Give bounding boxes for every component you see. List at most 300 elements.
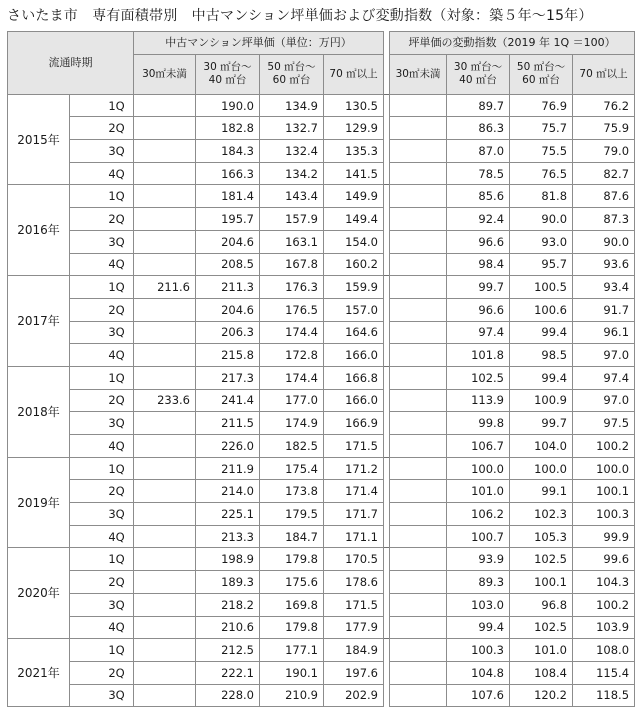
index-cell: 113.9 xyxy=(447,389,510,412)
price-cell: 143.4 xyxy=(260,185,324,208)
index-cell: 93.9 xyxy=(447,548,510,571)
price-cell: 174.9 xyxy=(260,412,324,435)
price-cell: 190.0 xyxy=(196,94,260,117)
price-cell: 211.3 xyxy=(196,276,260,299)
price-cell xyxy=(134,117,196,140)
col-label-line2: 60 ㎡台 xyxy=(522,74,560,87)
quarter-cell: 2Q xyxy=(70,571,134,594)
index-cell: 99.4 xyxy=(447,616,510,639)
index-cell: 87.0 xyxy=(447,140,510,163)
quarter-cell: 4Q xyxy=(70,344,134,367)
price-cell: 166.0 xyxy=(324,389,384,412)
table-row xyxy=(8,185,635,208)
quarter-cell: 2Q xyxy=(70,480,134,503)
price-cell: 171.5 xyxy=(324,593,384,616)
index-cell: 75.7 xyxy=(510,117,573,140)
index-cell: 100.0 xyxy=(573,457,635,480)
price-cell: 210.6 xyxy=(196,616,260,639)
price-cell: 190.1 xyxy=(260,661,324,684)
table-row xyxy=(8,435,635,458)
index-col-70plus: 70 ㎡以上 xyxy=(573,54,635,94)
price-cell: 212.5 xyxy=(196,639,260,662)
table-row xyxy=(8,230,635,253)
index-group-header: 坪単価の変動指数（2019 年 1Q ＝100） xyxy=(390,32,635,55)
index-cell: 75.9 xyxy=(573,117,635,140)
quarter-cell: 1Q xyxy=(70,366,134,389)
price-cell: 167.8 xyxy=(260,253,324,276)
index-cell: 96.6 xyxy=(447,298,510,321)
price-cell: 174.4 xyxy=(260,321,324,344)
price-cell xyxy=(134,344,196,367)
quarter-cell: 2Q xyxy=(70,208,134,231)
index-cell: 76.5 xyxy=(510,162,573,185)
index-cell: 93.6 xyxy=(573,253,635,276)
price-cell: 163.1 xyxy=(260,230,324,253)
price-cell: 204.6 xyxy=(196,230,260,253)
price-cell: 132.7 xyxy=(260,117,324,140)
price-cell: 241.4 xyxy=(196,389,260,412)
index-cell xyxy=(390,548,447,571)
index-cell: 100.2 xyxy=(573,435,635,458)
year-cell: 2018年 xyxy=(8,366,70,457)
table-row xyxy=(8,661,635,684)
index-cell: 98.5 xyxy=(510,344,573,367)
index-cell: 102.3 xyxy=(510,503,573,526)
price-col-50-60 xyxy=(260,54,324,94)
price-cell: 130.5 xyxy=(324,94,384,117)
index-cell: 100.5 xyxy=(510,276,573,299)
index-cell: 102.5 xyxy=(510,616,573,639)
table-row xyxy=(8,457,635,480)
quarter-cell: 2Q xyxy=(70,389,134,412)
index-cell: 75.5 xyxy=(510,140,573,163)
index-cell xyxy=(390,457,447,480)
price-cell: 170.5 xyxy=(324,548,384,571)
price-cell: 157.9 xyxy=(260,208,324,231)
price-cell xyxy=(134,571,196,594)
index-cell xyxy=(390,503,447,526)
index-cell: 102.5 xyxy=(447,366,510,389)
col-label-line2: 40 ㎡台 xyxy=(459,74,497,87)
quarter-cell: 2Q xyxy=(70,661,134,684)
price-cell: 160.2 xyxy=(324,253,384,276)
price-cell: 141.5 xyxy=(324,162,384,185)
quarter-cell: 4Q xyxy=(70,253,134,276)
price-cell: 202.9 xyxy=(324,684,384,707)
table-row xyxy=(8,548,635,571)
price-index-table xyxy=(7,31,635,707)
price-cell: 171.1 xyxy=(324,525,384,548)
index-col-under30: 30㎡未満 xyxy=(390,54,447,94)
table-row xyxy=(8,412,635,435)
quarter-cell: 3Q xyxy=(70,321,134,344)
index-cell: 93.4 xyxy=(573,276,635,299)
index-cell: 104.8 xyxy=(447,661,510,684)
index-cell xyxy=(390,276,447,299)
index-cell: 76.9 xyxy=(510,94,573,117)
price-cell: 179.5 xyxy=(260,503,324,526)
price-cell xyxy=(134,684,196,707)
price-cell: 184.9 xyxy=(324,639,384,662)
price-cell: 184.7 xyxy=(260,525,324,548)
price-cell: 175.4 xyxy=(260,457,324,480)
quarter-cell: 1Q xyxy=(70,276,134,299)
index-cell xyxy=(390,117,447,140)
index-cell xyxy=(390,525,447,548)
index-cell xyxy=(390,661,447,684)
col-label-line2: 60 ㎡台 xyxy=(272,74,311,87)
index-cell: 96.1 xyxy=(573,321,635,344)
index-cell: 99.1 xyxy=(510,480,573,503)
index-cell: 98.4 xyxy=(447,253,510,276)
price-cell xyxy=(134,457,196,480)
price-cell: 226.0 xyxy=(196,435,260,458)
price-cell: 135.3 xyxy=(324,140,384,163)
index-cell: 101.0 xyxy=(510,639,573,662)
price-cell xyxy=(134,185,196,208)
index-cell: 99.4 xyxy=(510,366,573,389)
price-cell: 172.8 xyxy=(260,344,324,367)
index-cell xyxy=(390,208,447,231)
index-cell xyxy=(390,253,447,276)
index-cell xyxy=(390,366,447,389)
index-cell: 87.6 xyxy=(573,185,635,208)
price-cell: 177.9 xyxy=(324,616,384,639)
index-cell: 89.3 xyxy=(447,571,510,594)
price-cell: 177.0 xyxy=(260,389,324,412)
price-cell xyxy=(134,480,196,503)
index-cell: 97.4 xyxy=(447,321,510,344)
price-cell xyxy=(134,548,196,571)
index-cell: 93.0 xyxy=(510,230,573,253)
index-cell: 82.7 xyxy=(573,162,635,185)
index-cell: 92.4 xyxy=(447,208,510,231)
quarter-cell: 1Q xyxy=(70,639,134,662)
price-cell: 174.4 xyxy=(260,366,324,389)
price-cell xyxy=(134,435,196,458)
index-cell: 100.3 xyxy=(447,639,510,662)
index-cell xyxy=(390,616,447,639)
index-cell: 78.5 xyxy=(447,162,510,185)
index-cell: 99.6 xyxy=(573,548,635,571)
quarter-cell: 3Q xyxy=(70,140,134,163)
index-cell: 90.0 xyxy=(510,208,573,231)
index-cell: 90.0 xyxy=(573,230,635,253)
price-cell xyxy=(134,162,196,185)
index-cell: 100.1 xyxy=(510,571,573,594)
year-cell: 2015年 xyxy=(8,94,70,185)
index-cell: 105.3 xyxy=(510,525,573,548)
index-cell: 103.9 xyxy=(573,616,635,639)
price-cell: 159.9 xyxy=(324,276,384,299)
table-row xyxy=(8,276,635,299)
price-cell: 211.5 xyxy=(196,412,260,435)
quarter-cell: 4Q xyxy=(70,162,134,185)
price-cell: 197.6 xyxy=(324,661,384,684)
price-cell: 179.8 xyxy=(260,548,324,571)
table-row xyxy=(8,253,635,276)
index-cell: 91.7 xyxy=(573,298,635,321)
index-cell: 99.9 xyxy=(573,525,635,548)
index-cell: 108.0 xyxy=(573,639,635,662)
index-cell: 100.6 xyxy=(510,298,573,321)
col-label-line1: 50 ㎡台～ xyxy=(267,61,316,74)
index-cell xyxy=(390,435,447,458)
index-cell: 106.2 xyxy=(447,503,510,526)
price-cell xyxy=(134,639,196,662)
table-row xyxy=(8,94,635,117)
index-cell: 97.0 xyxy=(573,344,635,367)
price-cell: 225.1 xyxy=(196,503,260,526)
index-cell xyxy=(390,571,447,594)
index-cell: 76.2 xyxy=(573,94,635,117)
table-body xyxy=(8,94,635,707)
quarter-cell: 4Q xyxy=(70,616,134,639)
col-label-line1: 30 ㎡台～ xyxy=(453,61,503,74)
index-cell: 102.5 xyxy=(510,548,573,571)
price-cell: 173.8 xyxy=(260,480,324,503)
year-cell: 2019年 xyxy=(8,457,70,548)
index-cell: 108.4 xyxy=(510,661,573,684)
price-cell: 195.7 xyxy=(196,208,260,231)
price-col-under30: 30㎡未満 xyxy=(134,54,196,94)
price-cell: 189.3 xyxy=(196,571,260,594)
index-cell: 100.0 xyxy=(447,457,510,480)
price-cell: 166.8 xyxy=(324,366,384,389)
index-cell: 89.7 xyxy=(447,94,510,117)
index-cell: 120.2 xyxy=(510,684,573,707)
price-cell: 175.6 xyxy=(260,571,324,594)
quarter-cell: 1Q xyxy=(70,94,134,117)
index-cell: 100.3 xyxy=(573,503,635,526)
table-row xyxy=(8,639,635,662)
index-cell: 100.2 xyxy=(573,593,635,616)
table-row xyxy=(8,684,635,707)
price-cell: 171.5 xyxy=(324,435,384,458)
price-cell: 134.9 xyxy=(260,94,324,117)
index-cell: 101.8 xyxy=(447,344,510,367)
price-group-header: 中古マンション坪単価（単位：万円） xyxy=(134,32,384,55)
index-cell: 100.9 xyxy=(510,389,573,412)
price-cell: 171.4 xyxy=(324,480,384,503)
quarter-cell: 3Q xyxy=(70,503,134,526)
price-cell xyxy=(134,208,196,231)
quarter-cell: 1Q xyxy=(70,548,134,571)
index-cell xyxy=(390,162,447,185)
index-cell: 107.6 xyxy=(447,684,510,707)
index-cell: 95.7 xyxy=(510,253,573,276)
price-cell: 171.7 xyxy=(324,503,384,526)
data-table-container xyxy=(7,31,634,707)
price-cell: 222.1 xyxy=(196,661,260,684)
price-cell: 154.0 xyxy=(324,230,384,253)
price-cell: 176.5 xyxy=(260,298,324,321)
table-title: さいたま市 専有面積帯別 中古マンション坪単価および変動指数（対象：築５年～15年） xyxy=(7,8,593,24)
index-cell: 97.0 xyxy=(573,389,635,412)
index-cell: 97.4 xyxy=(573,366,635,389)
table-header xyxy=(8,32,635,95)
price-cell: 204.6 xyxy=(196,298,260,321)
table-row xyxy=(8,117,635,140)
price-col-70plus: 70 ㎡以上 xyxy=(324,54,384,94)
price-cell: 149.4 xyxy=(324,208,384,231)
index-cell xyxy=(390,140,447,163)
price-cell: 164.6 xyxy=(324,321,384,344)
period-header: 流通時期 xyxy=(8,32,134,95)
price-cell xyxy=(134,366,196,389)
index-cell xyxy=(390,389,447,412)
col-label-line1: 30 ㎡台～ xyxy=(203,61,252,74)
index-cell: 104.3 xyxy=(573,571,635,594)
index-cell xyxy=(390,94,447,117)
index-cell: 103.0 xyxy=(447,593,510,616)
year-cell: 2016年 xyxy=(8,185,70,276)
table-row xyxy=(8,321,635,344)
price-cell: 206.3 xyxy=(196,321,260,344)
index-cell xyxy=(390,344,447,367)
price-cell: 217.3 xyxy=(196,366,260,389)
price-cell: 149.9 xyxy=(324,185,384,208)
index-cell xyxy=(390,298,447,321)
price-cell: 134.2 xyxy=(260,162,324,185)
price-cell: 166.3 xyxy=(196,162,260,185)
year-cell: 2020年 xyxy=(8,548,70,639)
col-label-line1: 50 ㎡台～ xyxy=(516,61,566,74)
index-cell: 99.4 xyxy=(510,321,573,344)
price-col-30-40 xyxy=(196,54,260,94)
index-cell: 115.4 xyxy=(573,661,635,684)
price-cell: 169.8 xyxy=(260,593,324,616)
index-cell: 99.8 xyxy=(447,412,510,435)
table-row xyxy=(8,344,635,367)
table-row xyxy=(8,571,635,594)
price-cell xyxy=(134,230,196,253)
quarter-cell: 4Q xyxy=(70,435,134,458)
price-cell: 184.3 xyxy=(196,140,260,163)
index-cell: 99.7 xyxy=(447,276,510,299)
table-row xyxy=(8,298,635,321)
index-col-50-60 xyxy=(510,54,573,94)
index-cell: 99.7 xyxy=(510,412,573,435)
table-row xyxy=(8,503,635,526)
price-cell xyxy=(134,412,196,435)
price-cell: 171.2 xyxy=(324,457,384,480)
index-cell xyxy=(390,593,447,616)
quarter-cell: 1Q xyxy=(70,457,134,480)
index-cell xyxy=(390,639,447,662)
table-row xyxy=(8,616,635,639)
price-cell: 233.6 xyxy=(134,389,196,412)
quarter-cell: 4Q xyxy=(70,525,134,548)
price-cell: 218.2 xyxy=(196,593,260,616)
index-cell: 87.3 xyxy=(573,208,635,231)
index-cell: 106.7 xyxy=(447,435,510,458)
col-label-line2: 40 ㎡台 xyxy=(208,74,247,87)
price-cell xyxy=(134,298,196,321)
index-cell: 100.1 xyxy=(573,480,635,503)
price-cell: 211.9 xyxy=(196,457,260,480)
price-cell: 132.4 xyxy=(260,140,324,163)
price-cell: 198.9 xyxy=(196,548,260,571)
index-cell: 86.3 xyxy=(447,117,510,140)
price-cell: 228.0 xyxy=(196,684,260,707)
price-cell: 177.1 xyxy=(260,639,324,662)
table-row xyxy=(8,366,635,389)
quarter-cell: 3Q xyxy=(70,412,134,435)
price-cell: 176.3 xyxy=(260,276,324,299)
index-cell: 81.8 xyxy=(510,185,573,208)
price-cell xyxy=(134,140,196,163)
quarter-cell: 2Q xyxy=(70,117,134,140)
price-cell: 166.0 xyxy=(324,344,384,367)
index-cell: 100.7 xyxy=(447,525,510,548)
index-cell: 79.0 xyxy=(573,140,635,163)
index-cell xyxy=(390,684,447,707)
price-cell: 215.8 xyxy=(196,344,260,367)
quarter-cell: 3Q xyxy=(70,230,134,253)
table-row xyxy=(8,525,635,548)
index-cell xyxy=(390,412,447,435)
index-cell: 118.5 xyxy=(573,684,635,707)
year-cell: 2021年 xyxy=(8,639,70,707)
price-cell: 210.9 xyxy=(260,684,324,707)
index-cell: 97.5 xyxy=(573,412,635,435)
price-cell xyxy=(134,616,196,639)
table-row xyxy=(8,208,635,231)
index-cell: 96.8 xyxy=(510,593,573,616)
index-cell: 104.0 xyxy=(510,435,573,458)
table-row xyxy=(8,480,635,503)
price-cell: 178.6 xyxy=(324,571,384,594)
price-cell: 214.0 xyxy=(196,480,260,503)
table-row xyxy=(8,593,635,616)
price-cell: 129.9 xyxy=(324,117,384,140)
index-cell: 85.6 xyxy=(447,185,510,208)
price-cell: 166.9 xyxy=(324,412,384,435)
table-row xyxy=(8,162,635,185)
index-cell: 96.6 xyxy=(447,230,510,253)
price-cell xyxy=(134,321,196,344)
price-cell: 179.8 xyxy=(260,616,324,639)
price-cell: 182.5 xyxy=(260,435,324,458)
index-cell xyxy=(390,321,447,344)
quarter-cell: 3Q xyxy=(70,684,134,707)
price-cell xyxy=(134,503,196,526)
price-cell: 211.6 xyxy=(134,276,196,299)
price-cell xyxy=(134,94,196,117)
price-cell xyxy=(134,661,196,684)
table-row xyxy=(8,389,635,412)
price-cell: 213.3 xyxy=(196,525,260,548)
quarter-cell: 2Q xyxy=(70,298,134,321)
year-cell: 2017年 xyxy=(8,276,70,367)
quarter-cell: 3Q xyxy=(70,593,134,616)
price-cell xyxy=(134,525,196,548)
index-cell xyxy=(390,230,447,253)
price-cell xyxy=(134,253,196,276)
index-cell xyxy=(390,185,447,208)
price-cell: 157.0 xyxy=(324,298,384,321)
price-cell: 182.8 xyxy=(196,117,260,140)
index-col-30-40 xyxy=(447,54,510,94)
quarter-cell: 1Q xyxy=(70,185,134,208)
price-cell xyxy=(134,593,196,616)
index-cell: 101.0 xyxy=(447,480,510,503)
price-cell: 208.5 xyxy=(196,253,260,276)
table-row xyxy=(8,140,635,163)
price-cell: 181.4 xyxy=(196,185,260,208)
index-cell xyxy=(390,480,447,503)
